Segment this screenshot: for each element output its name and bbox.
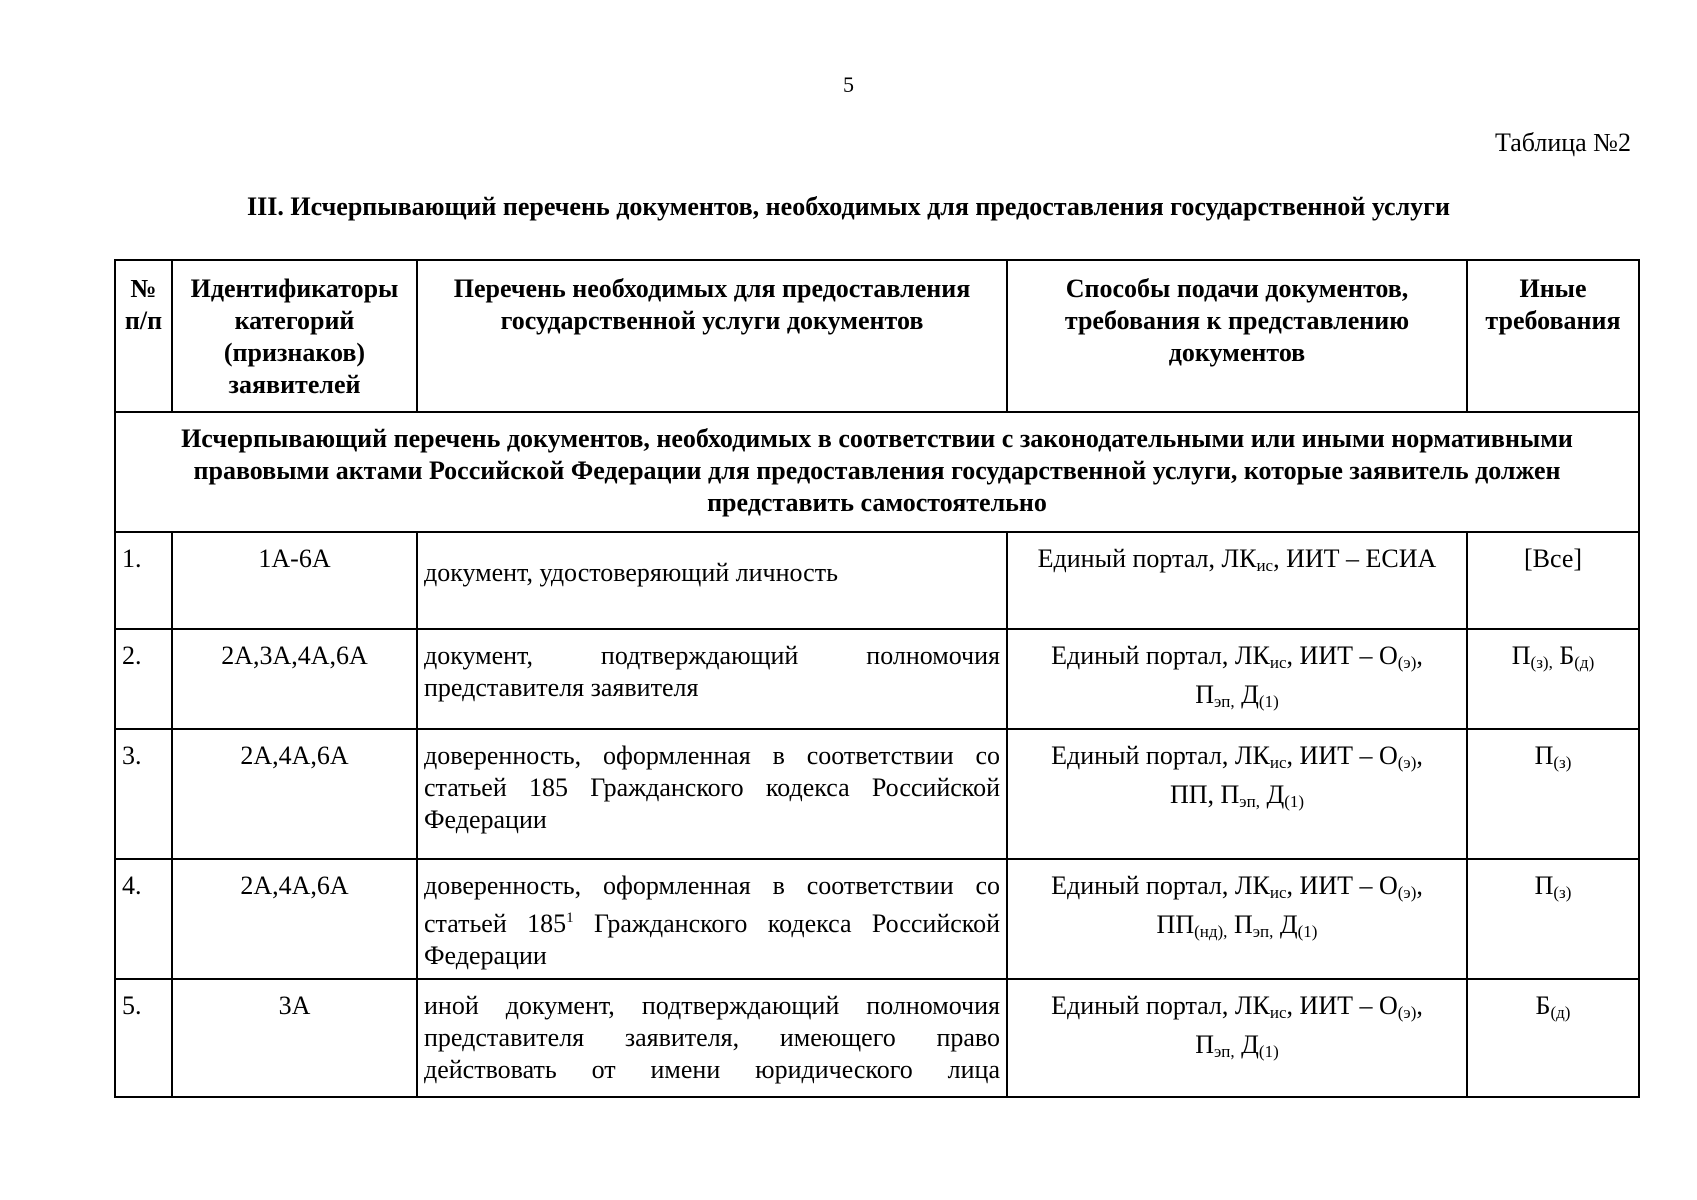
other-part: П — [1534, 741, 1554, 770]
methods-sub: (нд), — [1194, 922, 1228, 941]
methods-sub: (э) — [1397, 653, 1417, 672]
methods-part: П — [1195, 1030, 1215, 1059]
table-header-row — [115, 260, 1639, 412]
methods-part: Д — [1259, 780, 1285, 809]
other-sub: (д) — [1574, 653, 1595, 672]
methods-sub: ис — [1269, 1003, 1287, 1022]
header-num: № п/п — [115, 260, 172, 412]
table-label: Таблица №2 — [1494, 128, 1631, 157]
row-num: 3. — [115, 729, 172, 859]
other-part: П — [1534, 871, 1554, 900]
row-other — [1467, 729, 1639, 859]
document-part: Гражданского кодекса Российской Федерации — [424, 909, 1000, 970]
methods-sub: (1) — [1284, 792, 1305, 811]
methods-part: Единый портал, ЛК — [1051, 871, 1270, 900]
row-num: 4. — [115, 859, 172, 979]
row-document — [417, 532, 1007, 629]
methods-part: , ИИТ – ЕСИА — [1273, 544, 1437, 573]
document-title: III. Исчерпывающий перечень документов, необходимых для предоставления государственной услуги — [247, 192, 1450, 221]
row-methods — [1007, 532, 1467, 629]
table-row — [115, 629, 1639, 729]
other-sub: (д) — [1550, 1003, 1571, 1022]
document-part: доверенность, оформленная в соответствии со статьей 185 — [424, 871, 1000, 938]
row-other — [1467, 979, 1639, 1097]
row-methods — [1007, 729, 1467, 859]
methods-part: Д — [1234, 1030, 1259, 1059]
table-row — [115, 979, 1639, 1097]
table-row — [115, 859, 1639, 979]
row-categories: 3А — [172, 979, 417, 1097]
row-document: документ, подтверждающий полномочия представителя заявителя — [417, 629, 1007, 729]
row-num: 5. — [115, 979, 172, 1097]
header-other: Иные требования — [1467, 260, 1639, 412]
methods-part: , ИИТ – О — [1286, 741, 1398, 770]
methods-sub: эп, — [1214, 1042, 1235, 1061]
other-part: Б — [1552, 641, 1575, 670]
header-categories: Идентификаторы категорий (признаков) заявителей — [172, 260, 417, 412]
methods-part: , — [1416, 871, 1423, 900]
other-part: П — [1511, 641, 1531, 670]
methods-sub: эп, — [1239, 792, 1260, 811]
row-num: 1. — [115, 532, 172, 629]
methods-part: ПП — [1156, 910, 1195, 939]
methods-sub: (э) — [1397, 1003, 1417, 1022]
methods-part: , — [1416, 741, 1423, 770]
methods-part: , — [1416, 991, 1423, 1020]
other-sub: (з), — [1530, 653, 1553, 672]
methods-sub: ис — [1256, 556, 1274, 575]
other-sub: (з) — [1553, 753, 1572, 772]
methods-part: , — [1416, 641, 1423, 670]
row-categories: 1А-6А — [172, 532, 417, 629]
row-methods — [1007, 859, 1467, 979]
methods-part: П — [1195, 680, 1215, 709]
methods-sub: (1) — [1258, 692, 1279, 711]
methods-sub: ис — [1269, 753, 1287, 772]
table-row — [115, 532, 1639, 629]
header-documents: Перечень необходимых для предоставления государственной услуги документов — [417, 260, 1007, 412]
methods-part: П — [1227, 910, 1253, 939]
row-num: 2. — [115, 629, 172, 729]
methods-part: , ИИТ – О — [1286, 641, 1398, 670]
table-row — [115, 729, 1639, 859]
section-heading: Исчерпывающий перечень документов, необходимых в соответствии с законодательными или иными нормативными правовыми актами Российской Федерации для предоставления государственной услуги, которые заявитель должен представить самостоятельно — [115, 412, 1639, 532]
methods-sub: (э) — [1397, 883, 1417, 902]
header-methods: Способы подачи документов, требования к представлению документов — [1007, 260, 1467, 412]
row-categories: 2А,3А,4А,6А — [172, 629, 417, 729]
row-other — [1467, 859, 1639, 979]
methods-sub: (1) — [1297, 922, 1318, 941]
row-methods — [1007, 979, 1467, 1097]
documents-table — [114, 259, 1640, 1098]
methods-part: , ИИТ – О — [1286, 871, 1398, 900]
row-categories: 2А,4А,6А — [172, 859, 417, 979]
row-other: [Все] — [1467, 532, 1639, 629]
other-sub: (з) — [1553, 883, 1572, 902]
methods-part: Д — [1273, 910, 1298, 939]
document-superscript: 1 — [566, 910, 574, 926]
row-categories: 2А,4А,6А — [172, 729, 417, 859]
methods-part: , ИИТ – О — [1286, 991, 1398, 1020]
methods-part: Д — [1234, 680, 1259, 709]
page-number: 5 — [843, 72, 854, 97]
methods-part: Единый портал, ЛК — [1051, 991, 1270, 1020]
methods-sub: (1) — [1258, 1042, 1279, 1061]
row-methods — [1007, 629, 1467, 729]
row-document: иной документ, подтверждающий полномочия представителя заявителя, имеющего право действовать от имени юридического лица — [417, 979, 1007, 1097]
other-part: Б — [1535, 991, 1551, 1020]
methods-part: Единый портал, ЛК — [1051, 741, 1270, 770]
row-other — [1467, 629, 1639, 729]
methods-part: Единый портал, ЛК — [1051, 641, 1270, 670]
methods-part: Единый портал, ЛК — [1037, 544, 1257, 573]
methods-sub: эп, — [1214, 692, 1235, 711]
row-document-text: документ, удостоверяющий личность — [424, 558, 838, 587]
methods-sub: (э) — [1397, 753, 1417, 772]
section-heading-row — [115, 412, 1639, 532]
methods-part: ПП, П — [1169, 780, 1240, 809]
methods-sub: ис — [1269, 883, 1287, 902]
row-document: доверенность, оформленная в соответствии со статьей 185 Гражданского кодекса Российской Федерации — [417, 729, 1007, 859]
row-document — [417, 859, 1007, 979]
methods-sub: эп, — [1252, 922, 1274, 941]
methods-sub: ис — [1269, 653, 1287, 672]
